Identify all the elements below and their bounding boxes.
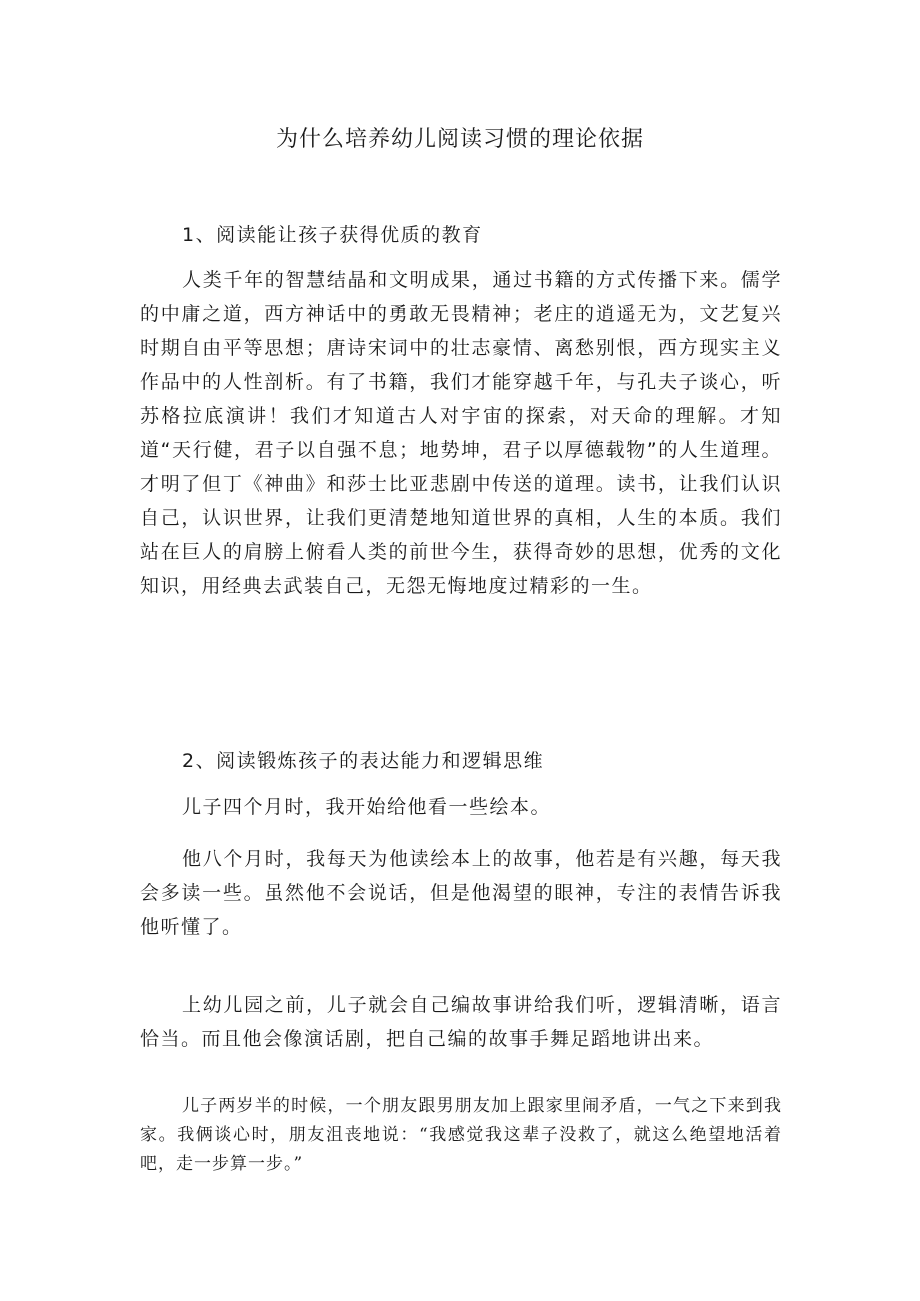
section-heading-1: 1、阅读能让孩子获得优质的教育 [182, 224, 483, 246]
paragraph-1-1: 人类千年的智慧结晶和文明成果，通过书籍的方式传播下来。儒学的中庸之道，西方神话中的勇敢无畏精神；老庄的逍遥无为，文艺复兴时期自由平等思想；唐诗宋词中的壮志豪情、离愁别恨，西方现实主义作品中的人性剖析。有了书籍，我们才能穿越千年，与孔夫子谈心，听苏格拉底演讲！我们才知道古人对宇宙的探索，对天命的理解。才知道“天行健，君子以自强不息；地势坤，君子以厚德载物”的人生道理。才明了但丁《神曲》和莎士比亚悲剧中传送的道理。读书，让我们认识自己，认识世界，让我们更清楚地知道世界的真相，人生的本质。我们站在巨人的肩膀上俯看人类的前世今生，获得奇妙的思想，优秀的文化知识，用经典去武装自己，无怨无悔地度过精彩的一生。 [140, 269, 782, 597]
paragraph-2-3: 上幼儿园之前，儿子就会自己编故事讲给我们听，逻辑清晰，语言恰当。而且他会像演话剧，把自己编的故事手舞足蹈地讲出来。 [140, 994, 782, 1050]
document-title: 为什么培养幼儿阅读习惯的理论依据 [275, 127, 644, 152]
paragraph-2-2: 他八个月时，我每天为他读绘本上的故事，他若是有兴趣，每天我会多读一些。虽然他不会说话，但是他渴望的眼神，专注的表情告诉我他听懂了。 [140, 848, 782, 938]
section-heading-2: 2、阅读锻炼孩子的表达能力和逻辑思维 [182, 750, 545, 772]
paragraph-2-1: 儿子四个月时，我开始给他看一些绘本。 [182, 796, 552, 818]
paragraph-2-4: 儿子两岁半的时候，一个朋友跟男朋友加上跟家里闹矛盾，一气之下来到我家。我俩谈心时，朋友沮丧地说：“我感觉我这辈子没救了，就这么绝望地活着吧，走一步算一步。” [140, 1096, 782, 1174]
